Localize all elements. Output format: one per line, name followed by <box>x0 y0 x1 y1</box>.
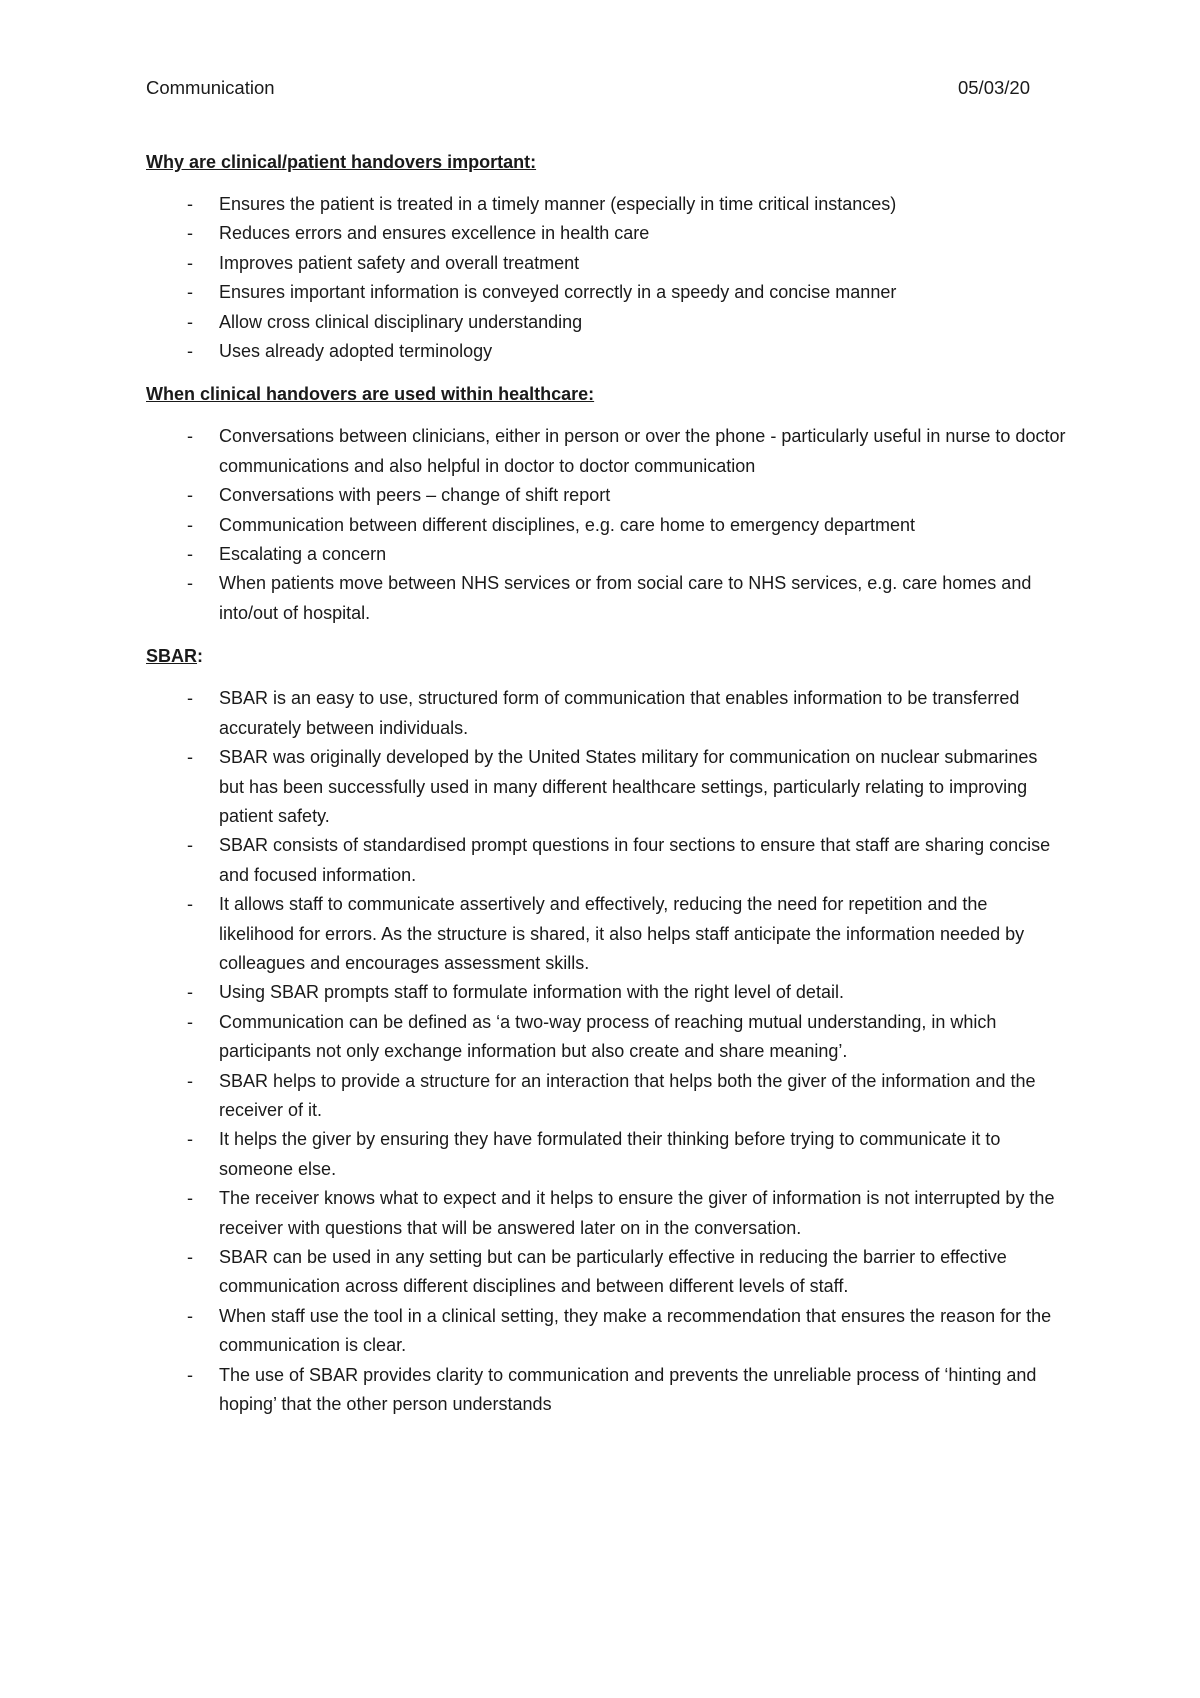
document-title: Communication <box>146 77 275 98</box>
list-item: - SBAR helps to provide a structure for an interaction that helps both the giver of the information and the receiver of it. <box>146 1067 1066 1126</box>
list-item: - SBAR was originally developed by the United States military for communication on nuclear submarines but has been successfully used in many different healthcare settings, particularly relating to improving patient safety. <box>146 743 1066 831</box>
list-item: - SBAR consists of standardised prompt questions in four sections to ensure that staff are sharing concise and focused information. <box>146 831 1066 890</box>
bullet-list <box>146 190 1066 366</box>
section-heading <box>146 642 1066 670</box>
section-handover-usage <box>146 380 1066 628</box>
section-heading: Why are clinical/patient handovers important: <box>146 152 537 172</box>
list-item: - When staff use the tool in a clinical setting, they make a recommendation that ensures the reason for the communication is clear. <box>146 1302 1066 1361</box>
list-item: - Communication between different disciplines, e.g. care home to emergency department <box>146 511 1066 540</box>
list-item: - It helps the giver by ensuring they have formulated their thinking before trying to communicate it to someone else. <box>146 1125 1066 1184</box>
list-item: - Allow cross clinical disciplinary understanding <box>146 308 1066 337</box>
sbar-heading-label: SBAR <box>146 646 198 667</box>
sbar-heading-colon: : <box>197 646 204 667</box>
list-item: - Communication can be defined as ‘a two-way process of reaching mutual understanding, in which participants not only exchange information but also create and share meaning’. <box>146 1008 1066 1067</box>
list-item: - SBAR can be used in any setting but can be particularly effective in reducing the barrier to effective communication across different disciplines and between different levels of staff. <box>146 1243 1066 1302</box>
list-item: - It allows staff to communicate assertively and effectively, reducing the need for repetition and the likelihood for errors. As the structure is shared, it also helps staff anticipate the information needed by colleagues and encourages assessment skills. <box>146 890 1066 978</box>
list-item: - Using SBAR prompts staff to formulate information with the right level of detail. <box>146 978 1066 1007</box>
list-item: - Uses already adopted terminology <box>146 337 1066 366</box>
bullet-list <box>146 684 1066 1419</box>
section-heading: When clinical handovers are used within healthcare: <box>146 384 595 405</box>
list-item: - Conversations with peers – change of shift report <box>146 481 1066 510</box>
page-header <box>146 74 1030 102</box>
list-item: - Ensures the patient is treated in a timely manner (especially in time critical instances) <box>146 190 1066 219</box>
section-handover-importance <box>146 148 1066 366</box>
list-item: - The use of SBAR provides clarity to communication and prevents the unreliable process of ‘hinting and hoping’ that the other person understands <box>146 1361 1066 1420</box>
section-sbar <box>146 642 1066 1419</box>
list-item: - Conversations between clinicians, either in person or over the phone - particularly useful in nurse to doctor communications and also helpful in doctor to doctor communication <box>146 422 1066 481</box>
bullet-list <box>146 422 1066 628</box>
list-item: - SBAR is an easy to use, structured form of communication that enables information to be transferred accurately between individuals. <box>146 684 1066 743</box>
list-item: - Ensures important information is conveyed correctly in a speedy and concise manner <box>146 278 1066 307</box>
document-body <box>146 148 1066 1419</box>
list-item: - The receiver knows what to expect and it helps to ensure the giver of information is not interrupted by the receiver with questions that will be answered later on in the conversation. <box>146 1184 1066 1243</box>
list-item: - When patients move between NHS services or from social care to NHS services, e.g. care homes and into/out of hospital. <box>146 569 1066 628</box>
document-date: 05/03/20 <box>957 77 1030 98</box>
list-item: - Reduces errors and ensures excellence in health care <box>146 219 1066 248</box>
list-item: - Escalating a concern <box>146 540 1066 569</box>
list-item: - Improves patient safety and overall treatment <box>146 249 1066 278</box>
